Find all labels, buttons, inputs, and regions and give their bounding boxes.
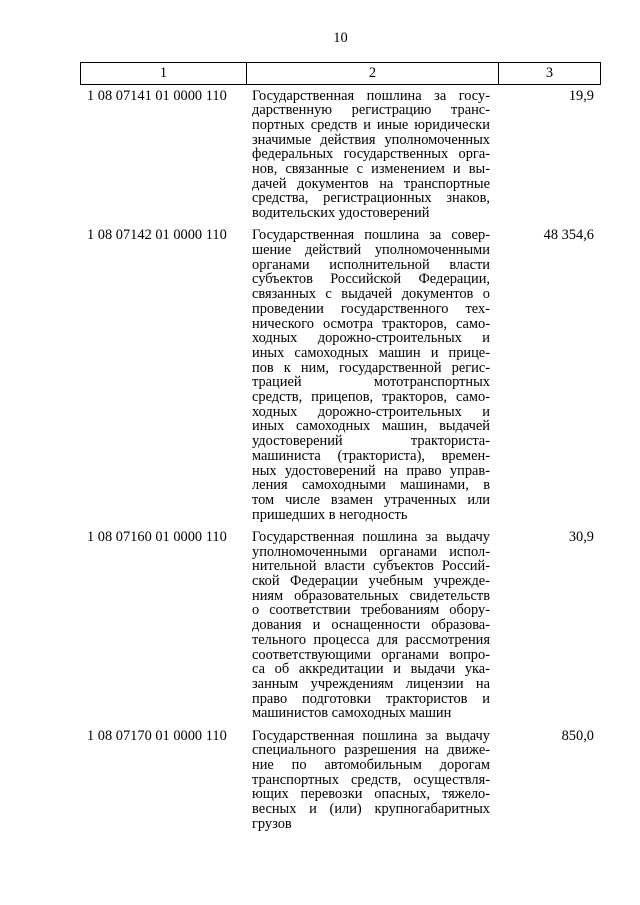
page-number: 10 [333, 30, 348, 46]
description-line: ных удостоверений на право управ- [252, 462, 490, 479]
description-line: пов к ним, государственной регис- [252, 359, 490, 376]
revenue-code-cell: 1 08 07160 01 0000 110 [87, 528, 227, 545]
amount-cell: 850,0 [561, 727, 594, 744]
column-header-3: 3 [498, 63, 600, 84]
description-line: дачей документов на транспортные [252, 175, 490, 192]
description-line: Государственная пошлина за выдачу [252, 528, 490, 545]
description-line: право подготовки трактористов и [252, 690, 490, 707]
description-line: занным учреждениям лицензии на [252, 675, 490, 692]
description-line: иных самоходных машин и прице- [252, 344, 490, 361]
description-line: Государственная пошлина за госу- [252, 87, 490, 104]
description-line: ской Федерации учебным учрежде- [252, 573, 490, 589]
description-line: соответствующими органами вопро- [252, 646, 490, 663]
description-line: субъектов Российской Федерации, [252, 271, 490, 288]
description-line: тельного процесса для рассмотрения [252, 631, 490, 648]
description-line: уполномоченными органами испол- [252, 543, 490, 560]
description-line: дарственную регистрацию транс- [252, 102, 490, 119]
table-row [80, 89, 601, 221]
description-line: связанных с выдачей документов о [252, 286, 490, 303]
description-line: удостоверений тракториста- [252, 433, 490, 450]
description-line: са об аккредитации и выдачи ука- [252, 661, 490, 678]
description-line: нического осмотра тракторов, само- [252, 315, 490, 332]
description-line: средства, регистрационных знаков, [252, 190, 490, 207]
description-line: нительной власти субъектов Россий- [252, 558, 490, 575]
description-line: специального разрешения на движе- [252, 742, 490, 759]
description-line: том числе взамен утраченных или [252, 491, 490, 508]
description-line: значимые действия уполномоченных [252, 131, 490, 148]
amount-cell: 19,9 [568, 87, 594, 104]
description-line: ющих перевозки опасных, тяжело- [252, 786, 490, 803]
revenue-code-cell: 1 08 07142 01 0000 110 [87, 227, 227, 244]
description-line: ления самоходными машинами, в [252, 477, 490, 494]
description-line: грузов [252, 815, 292, 832]
description-line: весных и (или) крупногабаритных [252, 801, 490, 818]
description-line: о соответствии требованиям обору- [252, 602, 490, 619]
revenue-code-cell: 1 08 07141 01 0000 110 [87, 87, 227, 104]
table-body [80, 89, 601, 832]
description-line: Государственная пошлина за выдачу [252, 727, 490, 744]
description-line: портных средств и иные юридически [252, 116, 490, 133]
description-line: органами исполнительной власти [252, 256, 490, 273]
revenue-table [80, 62, 601, 839]
amount-cell: 48 354,6 [543, 227, 594, 244]
description-line: водительских удостоверений [252, 205, 430, 222]
column-header-1: 1 [159, 65, 168, 81]
description-line: пришедших в негодность [252, 506, 408, 523]
description-line: транспортных средств, осуществля- [252, 771, 490, 788]
description-line: проведении государственного тех- [252, 300, 490, 317]
description-line: иных самоходных машин, выдачей [252, 418, 490, 435]
description-cell [246, 228, 498, 522]
description-line: машинистов самоходных машин [252, 705, 452, 722]
table-header-row [80, 62, 601, 85]
description-line: ние по автомобильным дорогам [252, 756, 490, 773]
description-line: нов, связанные с изменением и вы- [252, 161, 490, 178]
description-line: средств, прицепов, тракторов, само- [252, 389, 490, 406]
description-cell [246, 530, 498, 721]
description-line: федеральных государственных орга- [252, 146, 490, 163]
column-header-2: 2 [246, 63, 498, 84]
description-line: дования и оснащенности образова- [252, 617, 490, 634]
description-cell [246, 89, 498, 221]
description-cell [246, 729, 498, 832]
amount-cell: 30,9 [568, 528, 594, 545]
table-row [80, 530, 601, 721]
description-line: ходных дорожно-строительных и [252, 403, 490, 420]
description-line: ходных дорожно-строительных и [252, 330, 490, 347]
table-row [80, 228, 601, 522]
description-line: шение действий уполномоченными [252, 242, 490, 259]
description-line: ниям образовательных свидетельств [252, 587, 490, 604]
revenue-code-cell: 1 08 07170 01 0000 110 [87, 727, 227, 744]
description-line: машиниста (тракториста), времен- [252, 447, 490, 464]
description-line: Государственная пошлина за совер- [252, 227, 490, 244]
table-row [80, 729, 601, 832]
description-line: трацией мототранспортных [252, 374, 490, 391]
